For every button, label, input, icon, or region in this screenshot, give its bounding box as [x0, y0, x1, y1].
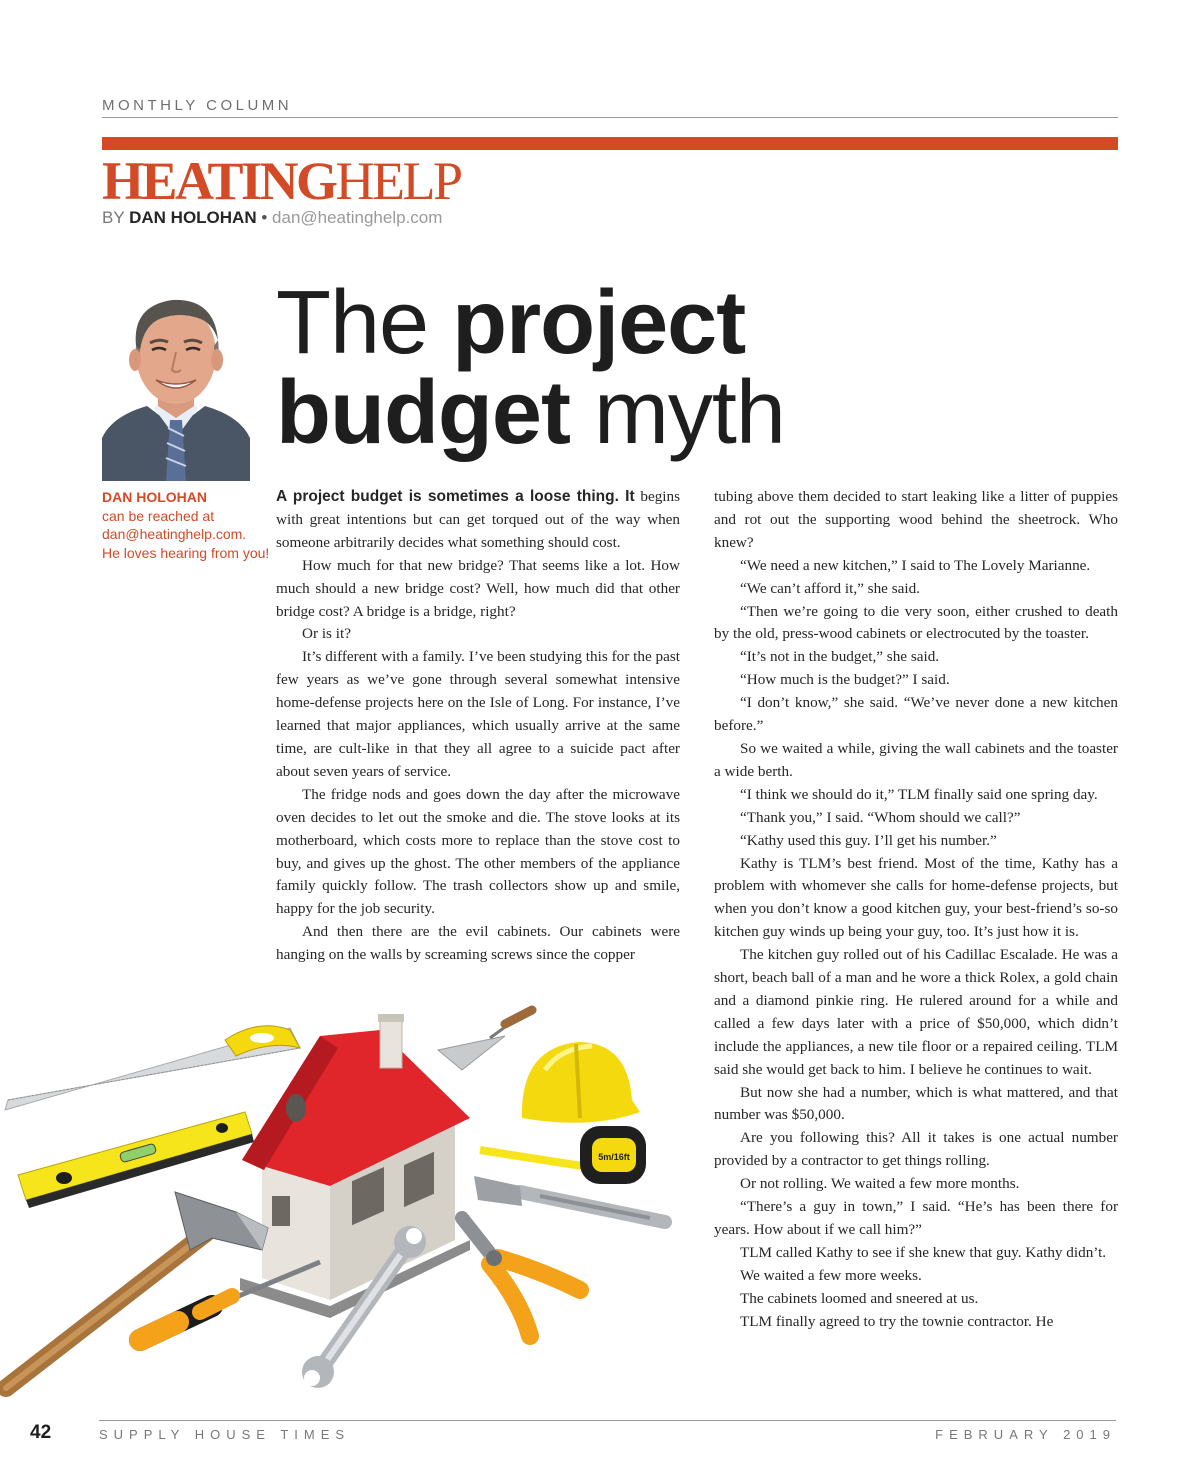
article-paragraph	[276, 486, 680, 555]
article-paragraph: “I don’t know,” she said. “We’ve never done a new kitchen before.”	[714, 694, 1118, 735]
article-paragraph: TLM finally agreed to try the townie contractor. He	[740, 1312, 1054, 1330]
bio-email: dan@heatinghelp.com.	[102, 526, 247, 542]
bio-line: He loves hearing from you!	[102, 544, 270, 561]
headline	[276, 273, 785, 463]
pliers-icon	[462, 1218, 580, 1336]
article-paragraph: Kathy is TLM’s best friend. Most of the time, Kathy has a problem with whomever she calls for home-defense projects, but when you don’t know a good kitchen guy, your best-friend’s so-so kitchen guy winds up being your guy, too. It’s just how it is.	[714, 854, 1118, 941]
byline-separator: •	[261, 208, 268, 227]
article-paragraph: Or is it?	[302, 625, 351, 643]
kicker-divider	[102, 117, 1118, 118]
footer-divider	[99, 1420, 1116, 1421]
adjustable-wrench-icon	[474, 1176, 665, 1222]
article-paragraph: “Then we’re going to die very soon, either crushed to death by the old, press-wood cabinets or electrocuted by the toaster.	[714, 602, 1118, 643]
article-paragraph: TLM called Kathy to see if she knew that guy. Kathy didn’t.	[740, 1243, 1107, 1261]
article-paragraph: “There’s a guy in town,” I said. “He’s has been there for years. How about if we call him?”	[714, 1198, 1118, 1238]
tape-label: 5m/16ft	[598, 1152, 630, 1162]
article-paragraph: How much for that new bridge? That seems like a lot. How much should a new bridge cost? Well, how much did that other bridge cost? A bridge is a bridge, right?	[276, 556, 680, 620]
spirit-level-icon	[18, 1112, 254, 1208]
article-paragraph: It’s different with a family. I’ve been studying this for the past few years as we’ve gone through several somewhat intensive home-defense projects here on the Isle of Long. For instance, I’ve learned that major appliances, which usually arrive at the same time, are cult-like in that they all agree to a suicide pact after about seven years of service.	[276, 648, 680, 780]
article-lede: A project budget is sometimes a loose thing. It	[276, 488, 635, 505]
article-paragraph: “Kathy used this guy. I’ll get his number.”	[740, 831, 997, 849]
accent-bar	[102, 137, 1118, 150]
article-paragraph: “It’s not in the budget,” she said.	[740, 648, 940, 666]
article-paragraph: So we waited a while, giving the wall cabinets and the toaster a wide berth.	[714, 739, 1118, 780]
article-paragraph: “We need a new kitchen,” I said to The Lovely Marianne.	[740, 556, 1091, 574]
article-paragraph: tubing above them decided to start leaking like a litter of puppies and rot out the supporting wood behind the sheetrock. Who knew?	[714, 488, 1118, 551]
headline-word-budget: budget	[276, 363, 570, 463]
hard-hat-icon	[522, 1042, 640, 1123]
byline-email: dan@heatinghelp.com	[272, 208, 443, 227]
page-number: 42	[30, 1422, 52, 1443]
author-portrait-icon	[102, 288, 250, 481]
article-column-2	[714, 486, 1118, 1334]
logo-bold: HEATING	[102, 151, 336, 211]
model-house-icon	[240, 1014, 470, 1318]
bio-line: can be reached at	[102, 507, 215, 524]
article-paragraph: But now she had a number, which is what mattered, and that number was $50,000.	[714, 1083, 1118, 1124]
article-paragraph: “Thank you,” I said. “Whom should we call?”	[740, 808, 1021, 826]
headline-word-project: project	[452, 273, 746, 373]
headline-word-the: The	[276, 273, 429, 373]
house-and-tools-illustration	[0, 1000, 690, 1400]
article-text: begins with great intentions but can get torqued out of the way when someone arbitrarily decides what something should cost.	[276, 488, 681, 551]
author-photo	[102, 288, 250, 481]
headline-word-myth: myth	[593, 363, 785, 463]
issue-date: FEBRUARY 2019	[935, 1427, 1116, 1442]
column-kicker: MONTHLY COLUMN	[102, 97, 293, 114]
byline-author: DAN HOLOHAN	[129, 208, 257, 227]
article-paragraph: The kitchen guy rolled out of his Cadillac Escalade. He was a short, beach ball of a man and he wore a thick Rolex, a gold chain and a diamond pinkie ring. He rulered around for a while and called a few days later with a price of $50,000, which didn’t include the appliances, a new tile floor or a repaired ceiling. TLM said she would get back to him. I believe he continues to wait.	[714, 946, 1118, 1078]
byline-by: BY	[102, 208, 125, 227]
article-paragraph: The fridge nods and goes down the day after the microwave oven decides to let out the smoke and die. The stove looks at its motherboard, which costs more to replace than the stove cost to buy, and gives up the ghost. The other members of the appliance family quickly follow. The trash collectors show up and smile, happy for the job security.	[276, 785, 680, 918]
article-paragraph: “We can’t afford it,” she said.	[740, 579, 920, 597]
article-paragraph: Are you following this? All it takes is one actual number provided by a contractor to get things rolling.	[714, 1129, 1118, 1170]
logo-light: HELP	[335, 151, 461, 211]
article-paragraph: The cabinets loomed and sneered at us.	[740, 1289, 979, 1307]
article-paragraph: And then there are the evil cabinets. Our cabinets were hanging on the walls by screaming screws since the copper	[276, 923, 680, 964]
article-paragraph: Or not rolling. We waited a few more months.	[740, 1175, 1020, 1193]
bio-name: DAN HOLOHAN	[102, 489, 207, 505]
tape-measure-icon	[480, 1126, 646, 1184]
heatinghelp-logo	[102, 150, 461, 212]
article-paragraph: “How much is the budget?” I said.	[740, 671, 950, 689]
article-paragraph: “I think we should do it,” TLM finally said one spring day.	[740, 785, 1098, 803]
byline	[102, 208, 442, 228]
article-column-1	[276, 486, 680, 967]
author-bio	[102, 488, 272, 562]
publication-name: SUPPLY HOUSE TIMES	[99, 1427, 351, 1442]
trowel-icon	[438, 1010, 532, 1070]
hand-saw-icon	[5, 1026, 300, 1110]
article-paragraph: We waited a few more weeks.	[740, 1266, 922, 1284]
